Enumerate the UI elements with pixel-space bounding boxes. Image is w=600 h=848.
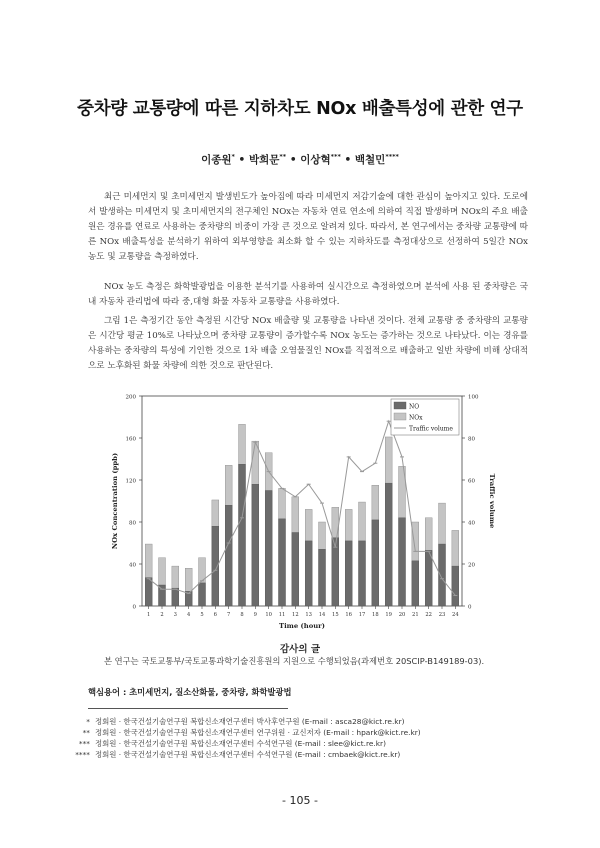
bar-no xyxy=(319,549,326,606)
bar-no xyxy=(425,550,432,606)
bar-no xyxy=(332,538,339,606)
bar-no xyxy=(372,520,379,606)
y2-axis-label: Traffic volume xyxy=(488,473,496,529)
acknowledgement-title: 감사의 글 xyxy=(279,644,320,655)
x-tick-label: 21 xyxy=(412,612,419,618)
bar-no xyxy=(252,484,259,606)
x-tick-label: 14 xyxy=(318,612,326,618)
page-number: - 105 - xyxy=(282,794,318,807)
legend-label-no: NO xyxy=(409,403,420,411)
paper-title: 중차량 교통량에 따른 지하차도 NOx 배출특성에 관한 연구 xyxy=(77,99,523,119)
x-tick-label: 11 xyxy=(278,612,286,618)
x-tick-label: 20 xyxy=(398,612,406,618)
bar-no xyxy=(305,541,312,606)
x-tick-label: 16 xyxy=(345,612,352,618)
x-tick-label: 6 xyxy=(213,612,217,618)
body-paragraph-1 xyxy=(88,190,528,265)
footnote-divider xyxy=(88,708,288,709)
keywords xyxy=(88,686,292,698)
y-tick-label: 200 xyxy=(125,394,136,401)
x-tick-label: 12 xyxy=(292,612,299,618)
y-axis-label: NOx Concentration (ppb) xyxy=(111,452,119,550)
paragraph-text: 그림 1은 측정기간 동안 측정된 시간당 NOx 배출량 및 교통량을 나타낸 것이다. 전체 교통량 중 중차량의 교통량은 시간당 평균 10%로 나타났으며 중차량 교통량이 증가할수록 NOx 농도는 증가하는 것으로 나타났다. 이는 경유를 사용하는 중차량의 특성에 기인한 것으로 1차 배출 오염물질인 NOx를 직접적으로 배출하고 일반 차량에 비해 상대적으로 노후화된 화물 차량에 의한 것으로 판단된다. xyxy=(88,316,528,371)
author-mark: *** xyxy=(330,152,341,161)
chart-svg xyxy=(100,380,500,635)
x-tick-label: 23 xyxy=(438,612,446,618)
footnote-mark: ** xyxy=(82,728,90,737)
footnote-text: 정회원 · 한국건설기술연구원 복합신소재연구센터 박사후연구원 (E-mail : asca28@kict.re.kr) xyxy=(95,717,405,726)
x-tick-label: 19 xyxy=(385,612,392,618)
y-tick-label: 120 xyxy=(125,478,136,485)
footnote-text: 정회원 · 한국건설기술연구원 복합신소재연구센터 수석연구원 (E-mail : slee@kict.re.kr) xyxy=(95,739,386,748)
bar-no xyxy=(452,566,459,606)
footnote xyxy=(70,727,530,738)
bar-no xyxy=(145,578,152,606)
author-separator: • xyxy=(286,154,301,166)
footnote-text: 정회원 · 한국건설기술연구원 복합신소재연구센터 연구위원 · 교신저자 (E-mail : hpark@kict.re.kr) xyxy=(95,728,421,737)
bar-no xyxy=(439,544,446,606)
legend-swatch-no xyxy=(394,402,406,409)
author-name: 백철민 xyxy=(354,154,386,166)
nox-traffic-chart xyxy=(100,380,500,635)
y-tick-label: 0 xyxy=(132,604,136,611)
y-tick-label: 160 xyxy=(125,436,136,443)
bar-no xyxy=(199,583,206,606)
footnote xyxy=(70,738,530,749)
x-tick-label: 17 xyxy=(358,612,366,618)
author-mark: ** xyxy=(279,152,287,161)
bar-no xyxy=(225,505,232,606)
paragraph-text: 최근 미세먼지 및 초미세먼지 발생빈도가 높아짐에 따라 미세먼지 저감기술에 대한 관심이 높아지고 있다. 도로에서 발생하는 미세먼지 및 초미세먼지의 전구체인 NOx는 자동차 연료 연소에 의하여 직접 발생하며 NOx의 주요 배출원은 경유를 연료로 사용하는 중차량의 비중이 가장 큰 것으로 알려져 있다. 따라서, 본 연구에서는 중차량 교통량에 따른 NOx 배출특성을 분석하기 위하여 외부영향을 최소화 할 수 있는 지하차도를 측정대상으로 선정하여 5일간 NOx 농도 및 교통량을 측정하였다. xyxy=(88,192,528,262)
x-tick-label: 7 xyxy=(227,612,231,618)
y2-tick-label: 40 xyxy=(468,520,475,527)
author-mark: **** xyxy=(385,152,399,161)
author-name: 이종원 xyxy=(201,154,232,166)
bar-no xyxy=(239,464,246,606)
bar-no xyxy=(279,519,286,606)
y2-tick-label: 100 xyxy=(468,394,479,401)
keywords-value: 초미세먼지, 질소산화물, 중차량, 화학발광법 xyxy=(129,687,292,697)
legend-swatch-nox xyxy=(394,413,406,420)
bar-no xyxy=(292,533,299,607)
author-mark: * xyxy=(231,152,235,161)
bar-no xyxy=(265,491,272,607)
paragraph-text: NOx 농도 측정은 화학발광법을 이용한 분석기를 사용하여 실시간으로 측정하였으며 분석에 사용 된 중차량은 국내 자동차 관리법에 따라 중,대형 화물 자동차 교통량을 사용하였다. xyxy=(88,282,528,307)
y-tick-label: 80 xyxy=(129,520,136,527)
y2-tick-label: 80 xyxy=(468,436,475,443)
body-paragraph-3 xyxy=(88,314,528,374)
footnote xyxy=(70,716,530,727)
footnote-text: 정회원 · 한국건설기술연구원 복합신소재연구센터 수석연구원 (E-mail : cmbaek@kict.re.kr) xyxy=(95,750,401,759)
author-separator: • xyxy=(234,154,249,166)
footnotes xyxy=(70,716,530,760)
y2-tick-label: 60 xyxy=(468,478,475,485)
keywords-label: 핵심용어 : xyxy=(88,687,127,697)
author-list xyxy=(0,152,600,167)
bar-no xyxy=(399,518,406,606)
acknowledgement-text: 본 연구는 국토교통부/국토교통과학기술진흥원의 지원으로 수행되었음(과제번호 20SCIP-B149189-03). xyxy=(104,656,485,666)
x-tick-label: 22 xyxy=(425,612,432,618)
x-tick-label: 4 xyxy=(187,612,191,618)
bar-no xyxy=(345,541,352,606)
body-paragraph-2 xyxy=(88,280,528,310)
legend-label-nox: NOx xyxy=(409,414,423,422)
x-tick-label: 24 xyxy=(452,612,459,618)
bar-no xyxy=(159,585,166,606)
y-tick-label: 40 xyxy=(129,562,136,569)
footnote xyxy=(70,749,530,760)
x-tick-label: 5 xyxy=(200,612,204,618)
y2-tick-label: 20 xyxy=(468,562,475,569)
x-tick-label: 3 xyxy=(173,612,177,618)
x-tick-label: 18 xyxy=(372,612,379,618)
footnote-mark: * xyxy=(86,717,90,726)
x-tick-label: 1 xyxy=(147,612,151,618)
bar-no xyxy=(412,561,419,606)
author-name: 박희문 xyxy=(248,154,280,166)
x-tick-label: 13 xyxy=(305,612,312,618)
x-tick-label: 15 xyxy=(332,612,339,618)
legend-label-traffic: Traffic volume xyxy=(409,425,453,433)
author-separator: • xyxy=(340,154,355,166)
footnote-mark: **** xyxy=(75,750,90,759)
bar-no xyxy=(172,588,179,606)
footnote-mark: *** xyxy=(78,739,90,748)
author-name: 이상혁 xyxy=(300,154,331,166)
x-tick-label: 9 xyxy=(253,612,257,618)
x-axis-label: Time (hour) xyxy=(279,622,325,630)
bar-no xyxy=(385,483,392,606)
bar-no xyxy=(359,541,366,606)
x-tick-label: 2 xyxy=(160,612,164,618)
y2-tick-label: 0 xyxy=(468,604,472,611)
x-tick-label: 10 xyxy=(265,612,272,618)
x-tick-label: 8 xyxy=(240,612,244,618)
